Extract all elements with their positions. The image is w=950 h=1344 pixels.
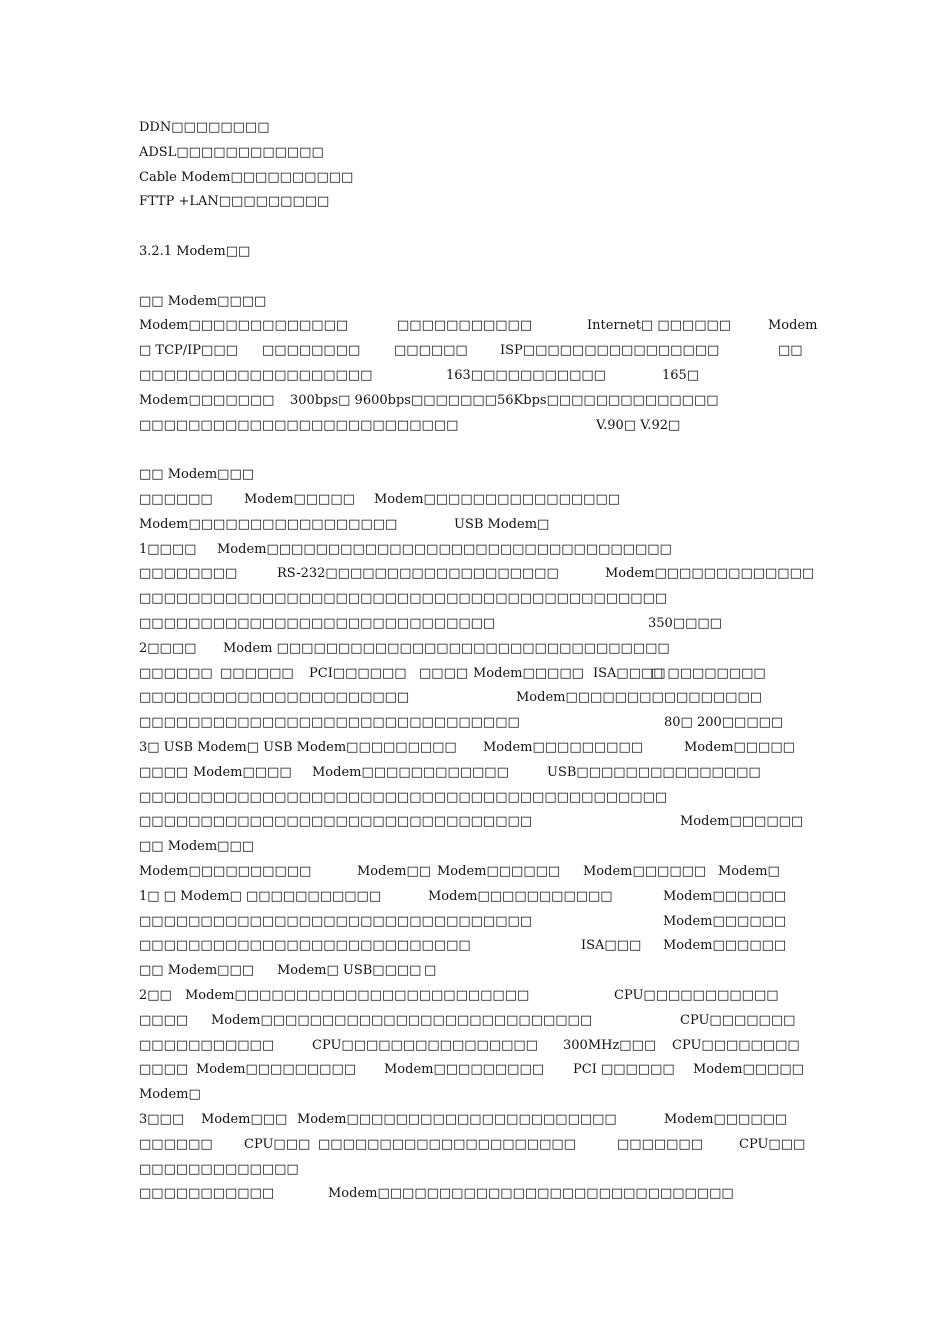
text-line [0,341,950,361]
text-segment: 350□□□□ [648,616,722,631]
text-segment: Modem□□□□□□ [664,1112,788,1127]
text-line [0,391,950,411]
text-segment: Modem□□□□□□□□□□ [139,864,312,879]
text-segment: □□□□□□□□□□□□□□□□□□□□□□□□□□□□□□□□ [139,913,533,929]
text-segment: 163□□□□□□□□□□□ [446,368,606,383]
text-segment: CPU□□□ [739,1136,806,1152]
text-line [0,118,950,138]
text-segment: □□□□□□□□□□□□□□□□□□□□□□□□□□□□□□□□□□□□□□□□□□□ [139,591,668,607]
text-line [0,515,950,535]
text-line [0,1184,950,1204]
text-line [0,416,950,436]
text-line [0,688,950,708]
text-segment: CPU□□□□□□□□□□□□□□□□ [312,1037,538,1053]
text-segment: □□□□□□ [220,665,294,681]
text-line [0,540,950,560]
text-segment: USB□□□□□□□□□□□□□□□ [547,764,761,780]
text-line [0,614,950,634]
text-segment: Modem□□□□□□□ [139,392,275,408]
text-segment: Modem□□□□□□□□□□□□□□□□□ [139,516,398,532]
text-segment: □□□□□□□□□□□□□□□□□□□□□□□□□□ [139,417,459,433]
text-segment: □□ Modem□□□ [139,467,255,483]
text-segment: Modem□□□□□□ [583,864,707,879]
text-line [0,1085,950,1105]
text-segment: □□□□□□□□□□□ [139,1037,275,1053]
text-segment: □□□□□□□□□□□□□□□□□□□□□□ [139,690,410,706]
text-segment: □□□□ [139,1012,189,1028]
text-segment: □□□□□□□□□□□□□□□□□□□□□ [318,1136,576,1152]
text-segment: FTTP +LAN□□□□□□□□□ [139,194,330,210]
text-segment: □□ [778,343,803,359]
text-segment: Modem□□□□□□□□□□□□□□□□ [374,492,621,507]
text-line [0,564,950,584]
text-segment: □□ Modem□□□ [139,839,255,855]
text-segment: 1□□□□ [139,541,197,557]
text-segment: Modem□□□□ [193,764,292,780]
text-segment: Modem□ [718,864,780,879]
text-segment: Modem□□□□□□□□□□□□□□□□□□□□□□ [297,1112,617,1127]
text-segment: Modem□ USB□□□□ [277,963,422,979]
text-segment: Modem□□□□□ [684,740,795,755]
text-line [0,192,950,212]
text-segment: Modem□□□□□□ [663,913,787,929]
text-line [0,143,950,163]
text-segment: Modem□□□□□□ [663,888,787,904]
text-segment: 56Kbps□□□□□□□□□□□□□□ [497,392,719,408]
text-segment: □ TCP/IP□□□ [139,343,238,359]
text-segment: □□□□□□ [139,665,213,681]
text-segment: Modem□□□□□□ [437,864,561,879]
text-segment: □□ Modem□□□ [139,963,255,979]
text-segment: Modem□□□□□□ [680,814,804,830]
text-segment: ISA□□□ [581,938,642,954]
text-line [0,837,950,857]
text-segment: Modem□□□□□□□□□ [483,740,644,755]
text-segment: □□□□□□□ [617,1136,703,1152]
text-line [0,986,950,1006]
text-line [0,1036,950,1056]
text-segment: CPU□□□□□□□□□□□ [614,988,779,1003]
text-segment: RS-232□□□□□□□□□□□□□□□□□□□ [277,566,559,582]
text-segment: Modem□□□□□□□□□□□□ [312,764,509,780]
text-segment: PCI □□□□□□ [573,1062,675,1078]
text-segment: Internet□ □□□□□□ [587,318,732,334]
text-segment: □□□□□□□□□□□ [139,1186,275,1202]
text-line [0,242,950,262]
text-segment: CPU□□□□□□□□ [672,1037,800,1053]
text-segment: □□□□□□□□□□□□□ [139,1161,299,1177]
text-segment: Modem□□□ [201,1112,288,1127]
text-segment: □□ Modem□□□□ [139,293,267,309]
text-line [0,639,950,659]
text-segment: □□□□□□ [139,1136,213,1152]
text-segment: 3□ USB Modem□ USB Modem□□□□□□□□□ [139,740,457,755]
text-segment: □□□□□□□□□□□□□□□□□□□□□□□□□□□□□□□□ [139,814,533,830]
text-segment: Modem □□□□□□□□□□□□□□□□□□□□□□□□□□□□□□□□ [223,640,670,656]
text-line [0,1110,950,1130]
text-line [0,1135,950,1155]
text-segment: PCI□□□□□□ [309,665,407,681]
text-segment: ISA□□□□ [593,665,666,681]
text-segment: 165□ [662,368,700,383]
text-line [0,1160,950,1180]
text-segment: □□□□ [139,1062,189,1078]
text-segment: 3.2.1 Modem□□ [139,244,251,259]
text-segment: Modem□□□□□ [473,665,584,681]
text-segment: 1□ □ Modem□ □□□□□□□□□□□ [139,888,382,904]
text-segment: Modem□□□□□□□□□□□□□□□□□□□□□□□□□□□□□□□□□ [217,541,672,557]
text-segment: Modem□□□□□□□□□□□□□ [605,566,815,582]
text-segment: Modem□□□□□□□□□□□□□ [139,318,349,334]
text-line [0,862,950,882]
text-segment: Modem□□□□□ [244,492,355,507]
text-segment: Modem□□□□□ [693,1062,804,1078]
text-line [0,738,950,758]
text-segment: 300bps□ 9600bps□□□□□□□ [290,392,497,408]
text-segment: Modem [768,318,818,334]
text-segment: Modem□□□□□□□□□□□ [428,888,613,904]
text-segment: Modem□□□□□□□□□□□□□□□□□□□□□□□□□□□ [211,1012,593,1028]
text-line [0,589,950,609]
text-segment: Modem□ [139,1087,201,1103]
text-line [0,292,950,312]
text-line [0,1060,950,1080]
text-line [0,713,950,733]
text-line [0,887,950,907]
text-segment: □□□□□□□□□□□□□□□□□□□□□□□□□□□□□ [139,616,496,631]
text-segment: Modem□□ [357,864,432,879]
text-line [0,912,950,932]
text-segment: □□□□□□□□□□□□□□□□□□□□□□□□□□□ [139,938,471,954]
text-segment: □□□□□□□□□□□□□□□□□□□ [139,368,373,383]
text-segment: □□□□□□□□□□□□□□□□□□□□□□□□□□□□□□□ [139,715,520,731]
text-segment: 80□ 200□□□□□ [664,715,784,731]
text-segment: □□□□ [139,764,189,780]
text-segment: USB Modem□ [454,516,550,532]
text-line [0,664,950,684]
text-line [0,763,950,783]
text-segment: CPU□□□□□□□ [680,1012,796,1028]
text-segment: 3□□□ [139,1112,185,1127]
text-segment: □□□□□□□□□□□ [397,318,533,334]
text-line [0,490,950,510]
text-segment: Cable Modem□□□□□□□□□□ [139,169,354,185]
text-segment: CPU□□□ [244,1136,311,1152]
text-segment: ISP□□□□□□□□□□□□□□□□ [500,343,720,359]
text-line [0,366,950,386]
text-line [0,465,950,485]
text-segment: □□□□□□□□ [139,566,238,582]
text-line [0,168,950,188]
text-segment: □□□□□□□□ [262,343,361,359]
text-line [0,961,950,981]
text-segment: V.90□ V.92□ [596,417,681,433]
text-segment: □□□□ [419,665,469,681]
text-segment: □□□□□□ [139,492,213,507]
text-line [0,788,950,808]
text-segment: Modem□□□□□□□□□□□□□□□□□□□□□□□□□□□□□ [328,1186,734,1202]
text-segment: Modem□□□□□□□□□□□□□□□□□□□□□□□□ [185,988,530,1003]
text-line [0,316,950,336]
text-segment: □□□□□□ [394,343,468,359]
text-line [0,936,950,956]
text-segment: 2□□ [139,988,172,1003]
text-segment: □ □□□□□□□□ [651,665,766,681]
text-segment: Modem□□□□□□□□□ [196,1062,357,1078]
text-segment: DDN□□□□□□□□ [139,120,270,135]
text-segment: □ [424,963,437,979]
text-segment: 2□□□□ [139,640,197,656]
text-segment: □□□□□□□□□□□□□□□□□□□□□□□□□□□□□□□□□□□□□□□□□□□ [139,789,668,805]
text-segment: Modem□□□□□□ [663,938,787,954]
text-segment: Modem□□□□□□□□□□□□□□□□ [516,690,763,706]
text-line [0,1011,950,1031]
text-segment: 300MHz□□□ [563,1037,657,1053]
text-segment: Modem□□□□□□□□□ [384,1062,545,1078]
text-line [0,812,950,832]
text-segment: ADSL□□□□□□□□□□□□ [139,144,324,160]
